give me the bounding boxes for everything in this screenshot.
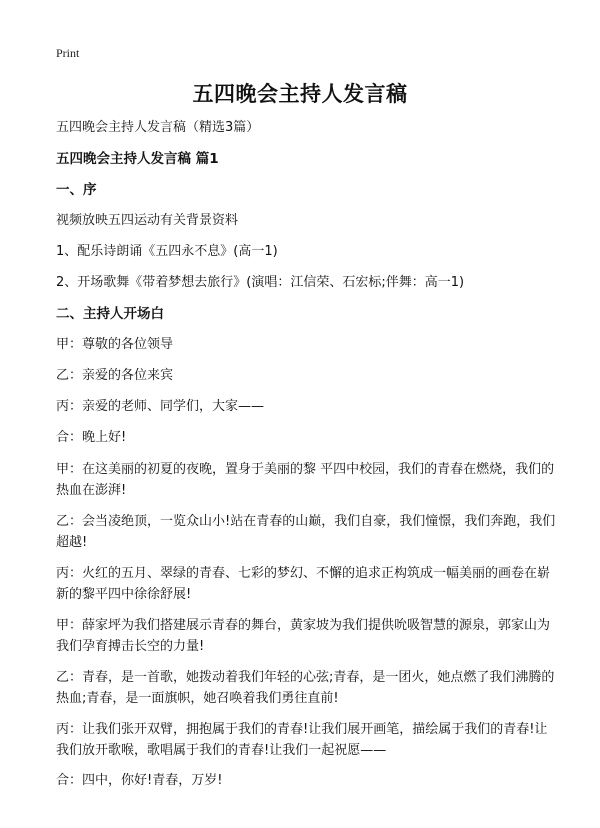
subtitle-line: 五四晚会主持人发言稿（精选3篇） bbox=[56, 120, 260, 135]
dialogue-line: 丙：让我们张开双臂，拥抱属于我们的青春!让我们展开画笔，描绘属于我们的青春!让我们放开歌喉，歌唱属于我们的青春!让我们一起祝愿—— bbox=[56, 722, 548, 758]
dialogue-line: 丙：亲爱的老师、同学们，大家—— bbox=[56, 399, 265, 414]
body-paragraph: 1、配乐诗朗诵《五四永不息》(高一1) bbox=[56, 244, 278, 259]
dialogue-line: 乙：青春，是一首歌，她拨动着我们年轻的心弦;青春，是一团火，她点燃了我们沸腾的热血;青春，是一面旗帜，她召唤着我们勇往直前! bbox=[56, 670, 555, 706]
dialogue-line: 合：四中，你好!青春，万岁! bbox=[56, 773, 223, 788]
body-paragraph: 2、开场歌舞《带着梦想去旅行》(演唱：江信荣、石宏标;伴舞：高一1) bbox=[56, 275, 465, 290]
dialogue-line: 甲：尊敬的各位领导 bbox=[56, 337, 174, 352]
print-link[interactable]: Print bbox=[56, 46, 80, 60]
dialogue-line: 甲：薛家坪为我们搭建展示青春的舞台，黄家坡为我们提供吮吸智慧的源泉，郭家山为我们孕育搏击长空的力量! bbox=[56, 618, 551, 654]
dialogue-line: 甲：在这美丽的初夏的夜晚，置身于美丽的黎 平四中校园，我们的青春在燃烧，我们的热血在澎湃! bbox=[56, 462, 555, 498]
section-heading: 五四晚会主持人发言稿 篇1 bbox=[56, 151, 219, 167]
dialogue-line: 合：晚上好! bbox=[56, 430, 127, 445]
section-heading: 一、序 bbox=[56, 182, 97, 198]
dialogue-line: 乙：会当凌绝顶，一览众山小!站在青春的山巅，我们自豪，我们憧憬，我们奔跑，我们超越! bbox=[56, 514, 556, 550]
dialogue-line: 乙：亲爱的各位来宾 bbox=[56, 368, 174, 383]
body-paragraph: 视频放映五四运动有关背景资料 bbox=[56, 213, 239, 228]
dialogue-line: 丙：火红的五月、翠绿的青春、七彩的梦幻、不懈的追求正构筑成一幅美丽的画卷在崭新的黎平四中徐徐舒展! bbox=[56, 566, 551, 602]
document-title: 五四晚会主持人发言稿 bbox=[192, 82, 408, 106]
document-body bbox=[56, 118, 556, 802]
section-heading: 二、主持人开场白 bbox=[56, 306, 164, 322]
